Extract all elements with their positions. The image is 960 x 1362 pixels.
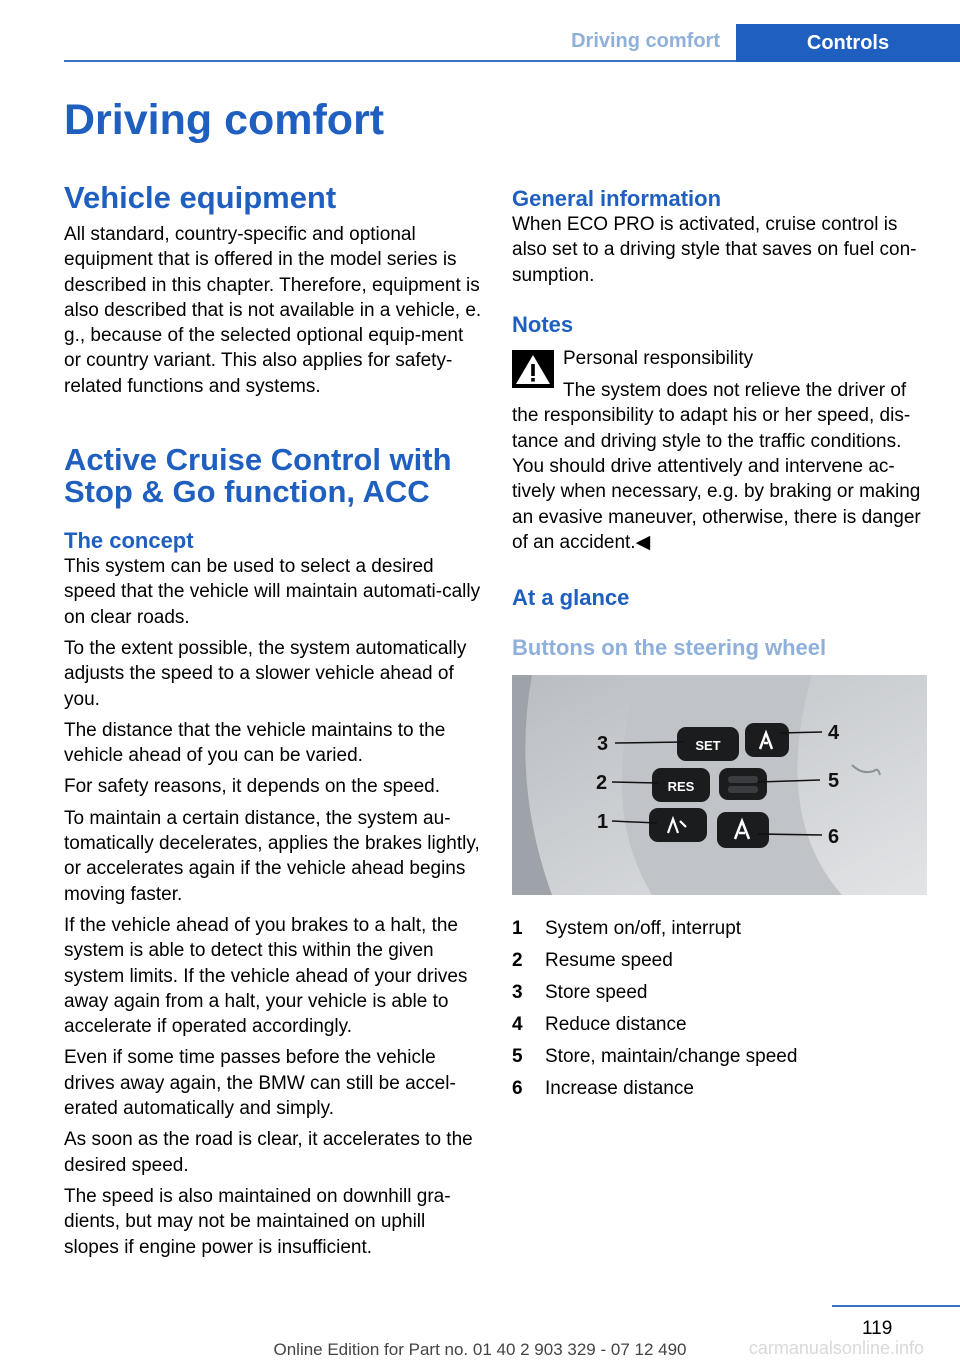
legend-text: Increase distance bbox=[545, 1078, 694, 1100]
header-section-title: Driving comfort bbox=[571, 30, 720, 52]
concept-paragraph: This system can be used to select a desired speed that the vehicle will maintain automati‐cally on clear roads. bbox=[64, 556, 481, 628]
rocker-upper bbox=[728, 776, 758, 783]
rocker-lower bbox=[728, 786, 758, 793]
page-number: 119 bbox=[862, 1318, 893, 1339]
callout-label: 6 bbox=[828, 826, 840, 849]
warning-box bbox=[512, 346, 930, 555]
header-chapter-tab: Controls bbox=[736, 24, 960, 62]
concept-paragraph: To the extent possible, the system automatically adjusts the speed to a slower vehicle ahead of you. bbox=[64, 637, 467, 710]
callout-line-6 bbox=[758, 834, 822, 835]
edition-note: Online Edition for Part no. 01 40 2 903 329 - 07 12 490 bbox=[273, 1340, 687, 1359]
legend-number: 6 bbox=[512, 1078, 523, 1100]
legend-item bbox=[512, 1009, 930, 1041]
set-button-label: SET bbox=[695, 738, 721, 754]
on-off-button bbox=[649, 808, 707, 842]
warning-text: the responsibility to adapt his or her speed, dis‐tance and driving style to the traffic conditions. You should drive attentively and intervene ac‐tively when necessary, e.g. by braking or making an evasive maneuver, otherwise, there is danger of an accident.◀ bbox=[512, 405, 921, 553]
callout-label: 3 bbox=[597, 733, 609, 756]
legend-text: Store, maintain/change speed bbox=[545, 1046, 798, 1068]
callout-label: 2 bbox=[596, 772, 608, 795]
vehicle-equipment-text: All standard, country-specific and optional equipment that is offered in the model series is described in this chapter. Therefore, equipment is also described that is not available in a vehicle, e. g., because of the selected optional equip‐ment or country variant. This also applies for safety-related functions and systems. bbox=[64, 224, 482, 397]
acc-heading: Active Cruise Control with Stop & Go function, ACC bbox=[64, 442, 452, 510]
concept-heading: The concept bbox=[64, 528, 194, 554]
legend-text: System on/off, interrupt bbox=[545, 918, 742, 940]
left-column bbox=[64, 182, 482, 1266]
callout-label: 4 bbox=[828, 722, 840, 745]
footer-rule bbox=[832, 1305, 960, 1307]
concept-paragraph: If the vehicle ahead of you brakes to a halt, the system is able to detect this within the given system limits. If the vehicle ahead of your drives away again from a halt, your vehicle is able to accelerate if operated accordingly. bbox=[64, 914, 468, 1038]
concept-paragraph: For safety reasons, it depends on the speed. bbox=[64, 776, 441, 798]
notes-heading: Notes bbox=[512, 311, 574, 337]
legend-number: 3 bbox=[512, 982, 523, 1004]
steering-wheel-illustration bbox=[512, 675, 927, 895]
legend-number: 2 bbox=[512, 950, 523, 972]
steering-wheel-figure bbox=[512, 675, 927, 895]
page-title: Driving comfort bbox=[64, 96, 385, 144]
figure-legend bbox=[512, 913, 930, 1105]
legend-text: Resume speed bbox=[545, 950, 673, 972]
legend-item bbox=[512, 1041, 930, 1073]
concept-paragraph: Even if some time passes before the vehicle drives away again, the BMW can still be accel‐erated automatically and simply. bbox=[64, 1047, 456, 1120]
legend-text: Store speed bbox=[545, 982, 648, 1004]
at-a-glance-heading: At a glance bbox=[512, 585, 630, 611]
warning-text-first-line: The system does not relieve the driver of bbox=[563, 380, 907, 402]
rocker-switch bbox=[719, 768, 767, 800]
callout-label: 1 bbox=[597, 811, 609, 834]
page-header bbox=[0, 24, 960, 64]
legend-number: 1 bbox=[512, 918, 523, 940]
res-button-label: RES bbox=[667, 779, 695, 795]
legend-item bbox=[512, 1073, 930, 1105]
callout-line-4 bbox=[780, 732, 822, 733]
concept-paragraph: As soon as the road is clear, it accelerates to the desired speed. bbox=[64, 1129, 473, 1176]
distance-reduce-button bbox=[745, 723, 789, 757]
general-info-heading: General information bbox=[512, 186, 722, 211]
distance-increase-button bbox=[717, 812, 769, 848]
concept-paragraph: To maintain a certain distance, the system au‐tomatically decelerates, applies the brakes lightly, or accelerates again if the vehicle ahead begins moving faster. bbox=[64, 807, 480, 905]
legend-number: 5 bbox=[512, 1046, 523, 1068]
legend-item bbox=[512, 977, 930, 1009]
legend-item bbox=[512, 945, 930, 977]
warning-title: Personal responsibility bbox=[563, 347, 754, 369]
general-info-text: When ECO PRO is activated, cruise control is also set to a driving style that saves on fuel con‐sumption. bbox=[512, 214, 917, 286]
legend-item bbox=[512, 913, 930, 945]
legend-text: Reduce distance bbox=[545, 1014, 687, 1036]
callout-line-2 bbox=[612, 782, 658, 783]
legend-number: 4 bbox=[512, 1014, 523, 1036]
watermark: carmanualsonline.info bbox=[748, 1338, 924, 1358]
concept-paragraph: The distance that the vehicle maintains to the vehicle ahead of you can be varied. bbox=[64, 719, 446, 767]
concept-paragraph: The speed is also maintained on downhill gra‐dients, but may not be maintained on uphill slopes if engine power is insufficient. bbox=[64, 1185, 451, 1258]
warning-triangle-icon bbox=[512, 350, 554, 388]
steering-wheel-buttons-heading: Buttons on the steering wheel bbox=[512, 635, 827, 661]
right-column bbox=[512, 182, 930, 1105]
callout-line-3 bbox=[615, 742, 684, 743]
callout-label: 5 bbox=[828, 770, 840, 793]
vehicle-equipment-heading: Vehicle equipment bbox=[64, 180, 337, 215]
